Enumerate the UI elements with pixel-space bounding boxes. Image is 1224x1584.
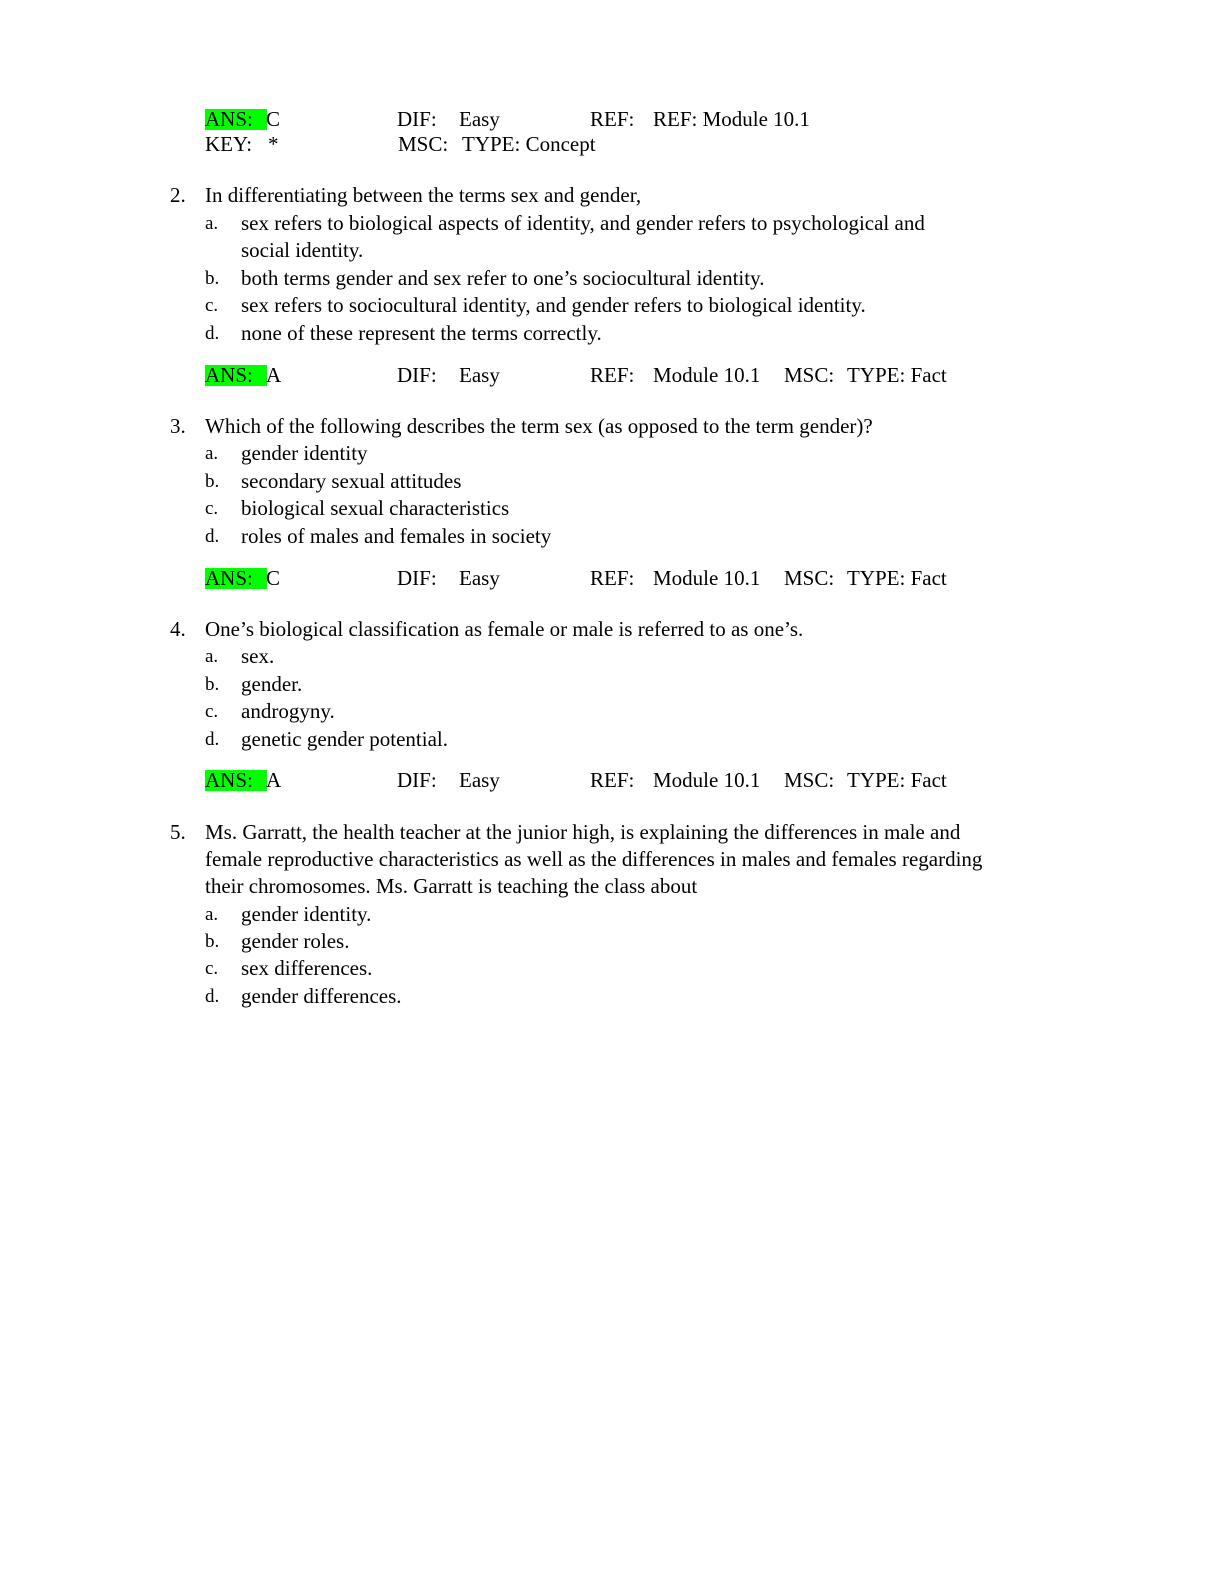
ref-value: Module 10.1 <box>653 768 761 792</box>
option-letter-a: a. <box>205 904 219 925</box>
option-letter-c: c. <box>205 701 219 722</box>
ans-label: ANS: <box>205 109 267 130</box>
option-c: sex differences. <box>241 956 373 980</box>
dif-label: DIF: <box>397 363 437 387</box>
dif-label: DIF: <box>397 768 437 792</box>
option-letter-c: c. <box>205 295 219 316</box>
question-stem: One’s biological classification as female or male is referred to as one’s. <box>205 617 804 641</box>
option-c: biological sexual characteristics <box>241 496 510 520</box>
question-stem-line-1: Ms. Garratt, the health teacher at the junior high, is explaining the differences in male and <box>205 820 961 844</box>
option-c: androgyny. <box>241 699 335 723</box>
msc-label: MSC: <box>398 132 449 156</box>
msc-label: MSC: <box>784 768 835 792</box>
ans-label: ANS: <box>205 770 267 791</box>
ref-value: Module 10.1 <box>653 363 761 387</box>
ans-value: C <box>266 566 281 590</box>
option-d: none of these represent the terms correctly. <box>241 321 602 345</box>
msc-value: TYPE: Concept <box>462 132 596 156</box>
option-a: gender identity. <box>241 902 372 926</box>
ans-label: ANS: <box>205 365 267 386</box>
option-letter-c: c. <box>205 958 219 979</box>
option-letter-c: c. <box>205 498 219 519</box>
ref-value: REF: Module 10.1 <box>653 107 810 131</box>
question-stem-line-2: female reproductive characteristics as well as the differences in males and females regarding <box>205 847 983 871</box>
msc-label: MSC: <box>784 363 835 387</box>
question-number: 2. <box>170 183 186 207</box>
option-letter-d: d. <box>205 526 220 547</box>
option-b: gender roles. <box>241 929 350 953</box>
option-d: genetic gender potential. <box>241 727 448 751</box>
key-label: KEY: <box>205 132 253 156</box>
option-letter-b: b. <box>205 471 220 492</box>
option-letter-b: b. <box>205 268 220 289</box>
option-a-line-1: sex refers to biological aspects of identity, and gender refers to psychological and <box>241 211 925 235</box>
option-b: gender. <box>241 672 303 696</box>
question-stem-line-3: their chromosomes. Ms. Garratt is teaching the class about <box>205 874 698 898</box>
option-letter-d: d. <box>205 729 220 750</box>
ref-label: REF: <box>590 363 635 387</box>
ref-label: REF: <box>590 107 635 131</box>
option-a: sex. <box>241 644 275 668</box>
ref-label: REF: <box>590 566 635 590</box>
ref-label: REF: <box>590 768 635 792</box>
option-letter-d: d. <box>205 986 220 1007</box>
dif-label: DIF: <box>397 566 437 590</box>
option-letter-a: a. <box>205 213 219 234</box>
question-number: 4. <box>170 617 186 641</box>
option-letter-b: b. <box>205 931 220 952</box>
ans-value: A <box>266 363 282 387</box>
option-b: both terms gender and sex refer to one’s sociocultural identity. <box>241 266 765 290</box>
option-d: roles of males and females in society <box>241 524 552 548</box>
option-letter-a: a. <box>205 443 219 464</box>
option-a-line-2: social identity. <box>241 238 364 262</box>
question-number: 3. <box>170 414 186 438</box>
dif-value: Easy <box>459 566 500 590</box>
dif-value: Easy <box>459 107 500 131</box>
dif-value: Easy <box>459 363 500 387</box>
ans-value: C <box>266 107 281 131</box>
option-letter-b: b. <box>205 674 220 695</box>
option-d: gender differences. <box>241 984 402 1008</box>
question-stem: In differentiating between the terms sex and gender, <box>205 183 642 207</box>
msc-value: TYPE: Fact <box>847 566 947 590</box>
question-number: 5. <box>170 820 186 844</box>
question-stem: Which of the following describes the term sex (as opposed to the term gender)? <box>205 414 873 438</box>
option-letter-d: d. <box>205 323 220 344</box>
option-b: secondary sexual attitudes <box>241 469 462 493</box>
ref-value: Module 10.1 <box>653 566 761 590</box>
dif-value: Easy <box>459 768 500 792</box>
option-letter-a: a. <box>205 646 219 667</box>
ans-label: ANS: <box>205 568 267 589</box>
dif-label: DIF: <box>397 107 437 131</box>
key-value: * <box>268 132 279 156</box>
ans-value: A <box>266 768 282 792</box>
msc-label: MSC: <box>784 566 835 590</box>
option-a: gender identity <box>241 441 368 465</box>
msc-value: TYPE: Fact <box>847 768 947 792</box>
option-c: sex refers to sociocultural identity, and gender refers to biological identity. <box>241 293 866 317</box>
msc-value: TYPE: Fact <box>847 363 947 387</box>
